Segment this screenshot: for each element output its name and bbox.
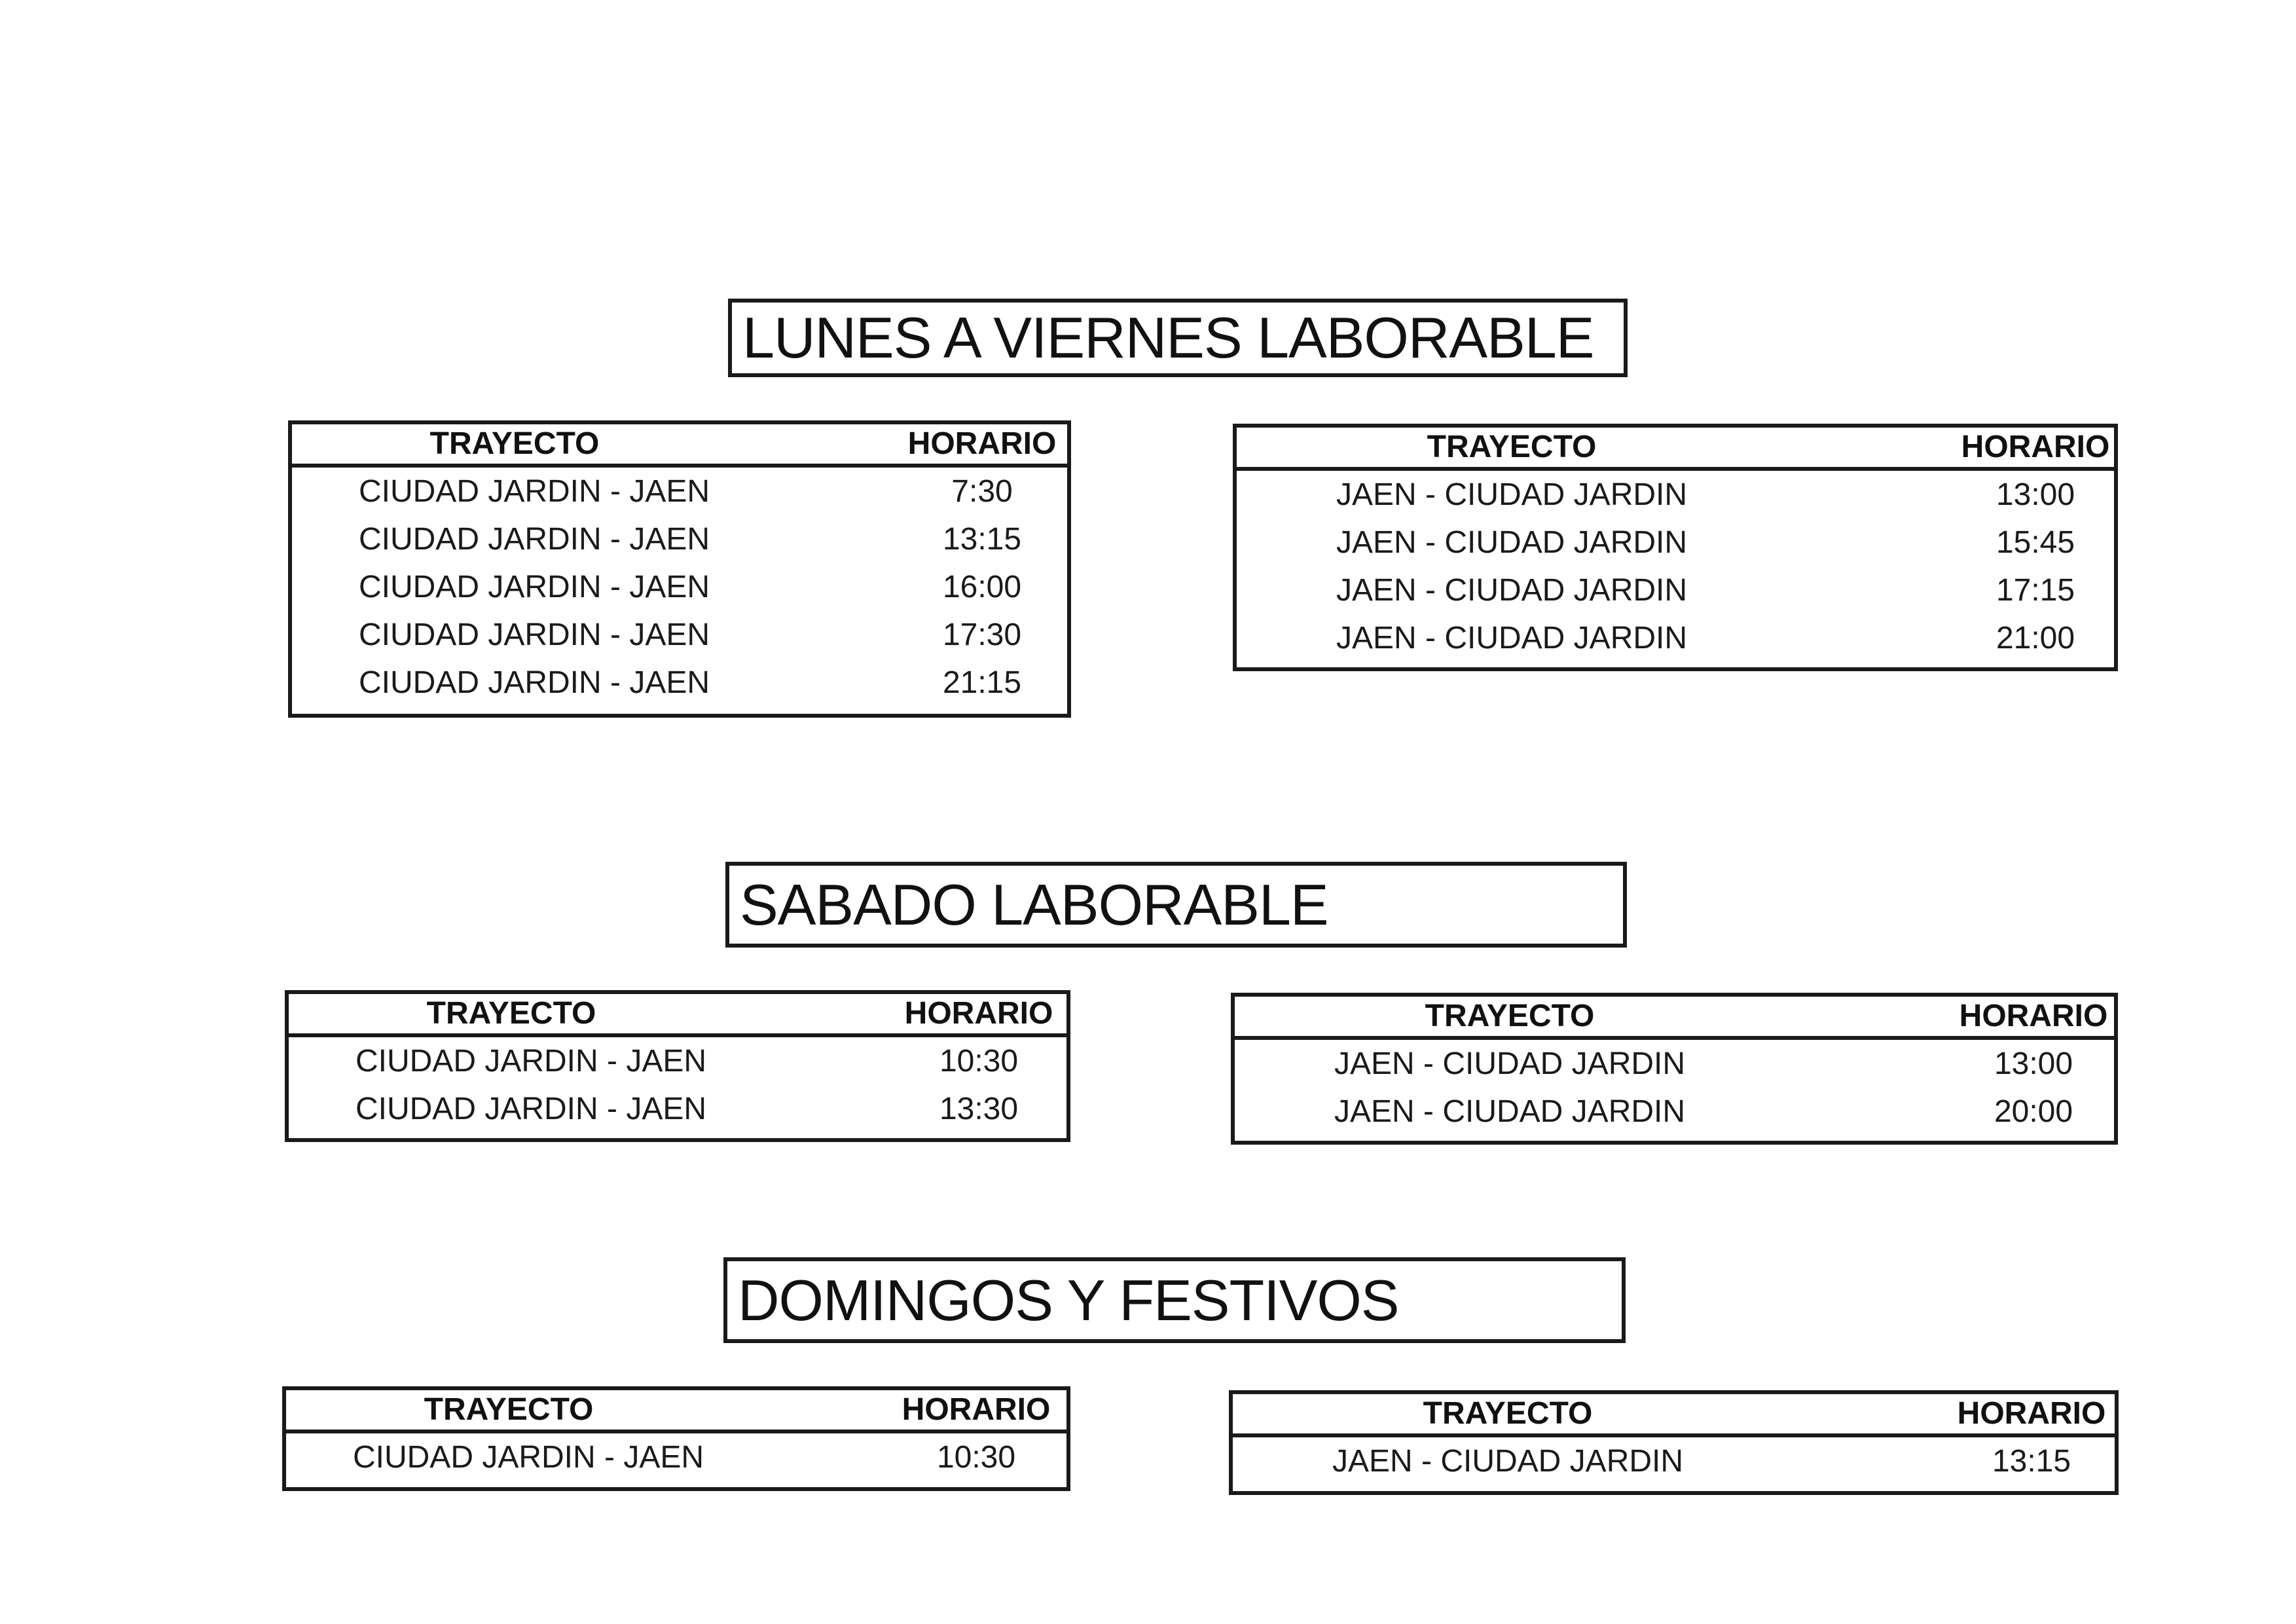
- table-row: [1237, 519, 2114, 566]
- time-cell: 7:30: [951, 474, 1013, 509]
- route-cell: JAEN - CIUDAD JARDIN: [1336, 621, 1688, 655]
- table-row: [289, 1085, 1066, 1133]
- table-header: [292, 424, 1067, 468]
- table-row: [292, 659, 1067, 707]
- table-row: [292, 563, 1067, 611]
- column-header-route: TRAYECTO: [1423, 1396, 1593, 1431]
- route-cell: CIUDAD JARDIN - JAEN: [358, 522, 710, 557]
- time-cell: 20:00: [1994, 1094, 2073, 1129]
- time-cell: 13:00: [1995, 477, 2075, 512]
- table-row: [1237, 614, 2114, 662]
- time-cell: 16:00: [942, 570, 1022, 604]
- route-cell: CIUDAD JARDIN - JAEN: [358, 474, 710, 509]
- table-header: [286, 1390, 1066, 1433]
- table-row: [1235, 1040, 2114, 1088]
- time-cell: 21:15: [942, 665, 1022, 700]
- table-row: [286, 1433, 1066, 1481]
- column-header-route: TRAYECTO: [426, 996, 596, 1031]
- column-header-time: HORARIO: [1959, 999, 2108, 1033]
- time-cell: 17:30: [942, 618, 1022, 652]
- column-header-route: TRAYECTO: [429, 426, 600, 461]
- schedule-table-sundays-outbound: [282, 1386, 1070, 1491]
- table-header: [1237, 428, 2114, 471]
- table-row: [292, 515, 1067, 563]
- schedule-table-weekdays-outbound: [288, 420, 1071, 718]
- route-cell: CIUDAD JARDIN - JAEN: [355, 1092, 707, 1126]
- route-cell: CIUDAD JARDIN - JAEN: [358, 665, 710, 700]
- time-cell: 13:00: [1994, 1046, 2073, 1081]
- route-cell: CIUDAD JARDIN - JAEN: [355, 1044, 707, 1079]
- table-row: [1237, 566, 2114, 614]
- route-cell: JAEN - CIUDAD JARDIN: [1336, 477, 1688, 512]
- time-cell: 10:30: [939, 1044, 1019, 1079]
- table-row: [1233, 1437, 2115, 1485]
- time-cell: 10:30: [936, 1440, 1016, 1475]
- time-cell: 13:15: [942, 522, 1022, 557]
- route-cell: CIUDAD JARDIN - JAEN: [358, 618, 710, 652]
- column-header-time: HORARIO: [1961, 430, 2110, 464]
- table-row: [1237, 471, 2114, 519]
- route-cell: CIUDAD JARDIN - JAEN: [358, 570, 710, 604]
- column-header-route: TRAYECTO: [424, 1392, 594, 1427]
- table-header: [289, 994, 1066, 1037]
- section-title-sundays-holidays: DOMINGOS Y FESTIVOS: [723, 1257, 1626, 1343]
- schedule-table-saturday-outbound: [285, 990, 1070, 1142]
- route-cell: JAEN - CIUDAD JARDIN: [1334, 1094, 1686, 1129]
- section-title-weekdays: LUNES A VIERNES LABORABLE: [728, 299, 1628, 377]
- table-header: [1235, 997, 2114, 1040]
- schedule-table-sundays-return: [1229, 1390, 2119, 1495]
- table-row: [292, 611, 1067, 659]
- schedule-table-weekdays-return: [1233, 424, 2118, 671]
- route-cell: JAEN - CIUDAD JARDIN: [1336, 525, 1688, 560]
- column-header-route: TRAYECTO: [1427, 430, 1597, 464]
- time-cell: 15:45: [1995, 525, 2075, 560]
- route-cell: JAEN - CIUDAD JARDIN: [1334, 1046, 1686, 1081]
- time-cell: 13:15: [1992, 1444, 2071, 1479]
- column-header-time: HORARIO: [1957, 1396, 2106, 1431]
- route-cell: JAEN - CIUDAD JARDIN: [1332, 1444, 1684, 1479]
- table-row: [292, 468, 1067, 515]
- time-cell: 21:00: [1995, 621, 2075, 655]
- route-cell: CIUDAD JARDIN - JAEN: [352, 1440, 704, 1475]
- time-cell: 13:30: [939, 1092, 1019, 1126]
- column-header-route: TRAYECTO: [1425, 999, 1595, 1033]
- schedule-table-saturday-return: [1231, 993, 2118, 1145]
- column-header-time: HORARIO: [902, 1392, 1051, 1427]
- table-row: [289, 1037, 1066, 1085]
- column-header-time: HORARIO: [904, 996, 1053, 1031]
- section-title-saturday: SABADO LABORABLE: [725, 862, 1627, 948]
- route-cell: JAEN - CIUDAD JARDIN: [1336, 573, 1688, 608]
- column-header-time: HORARIO: [907, 426, 1057, 461]
- table-header: [1233, 1394, 2115, 1437]
- table-row: [1235, 1088, 2114, 1135]
- time-cell: 17:15: [1995, 573, 2075, 608]
